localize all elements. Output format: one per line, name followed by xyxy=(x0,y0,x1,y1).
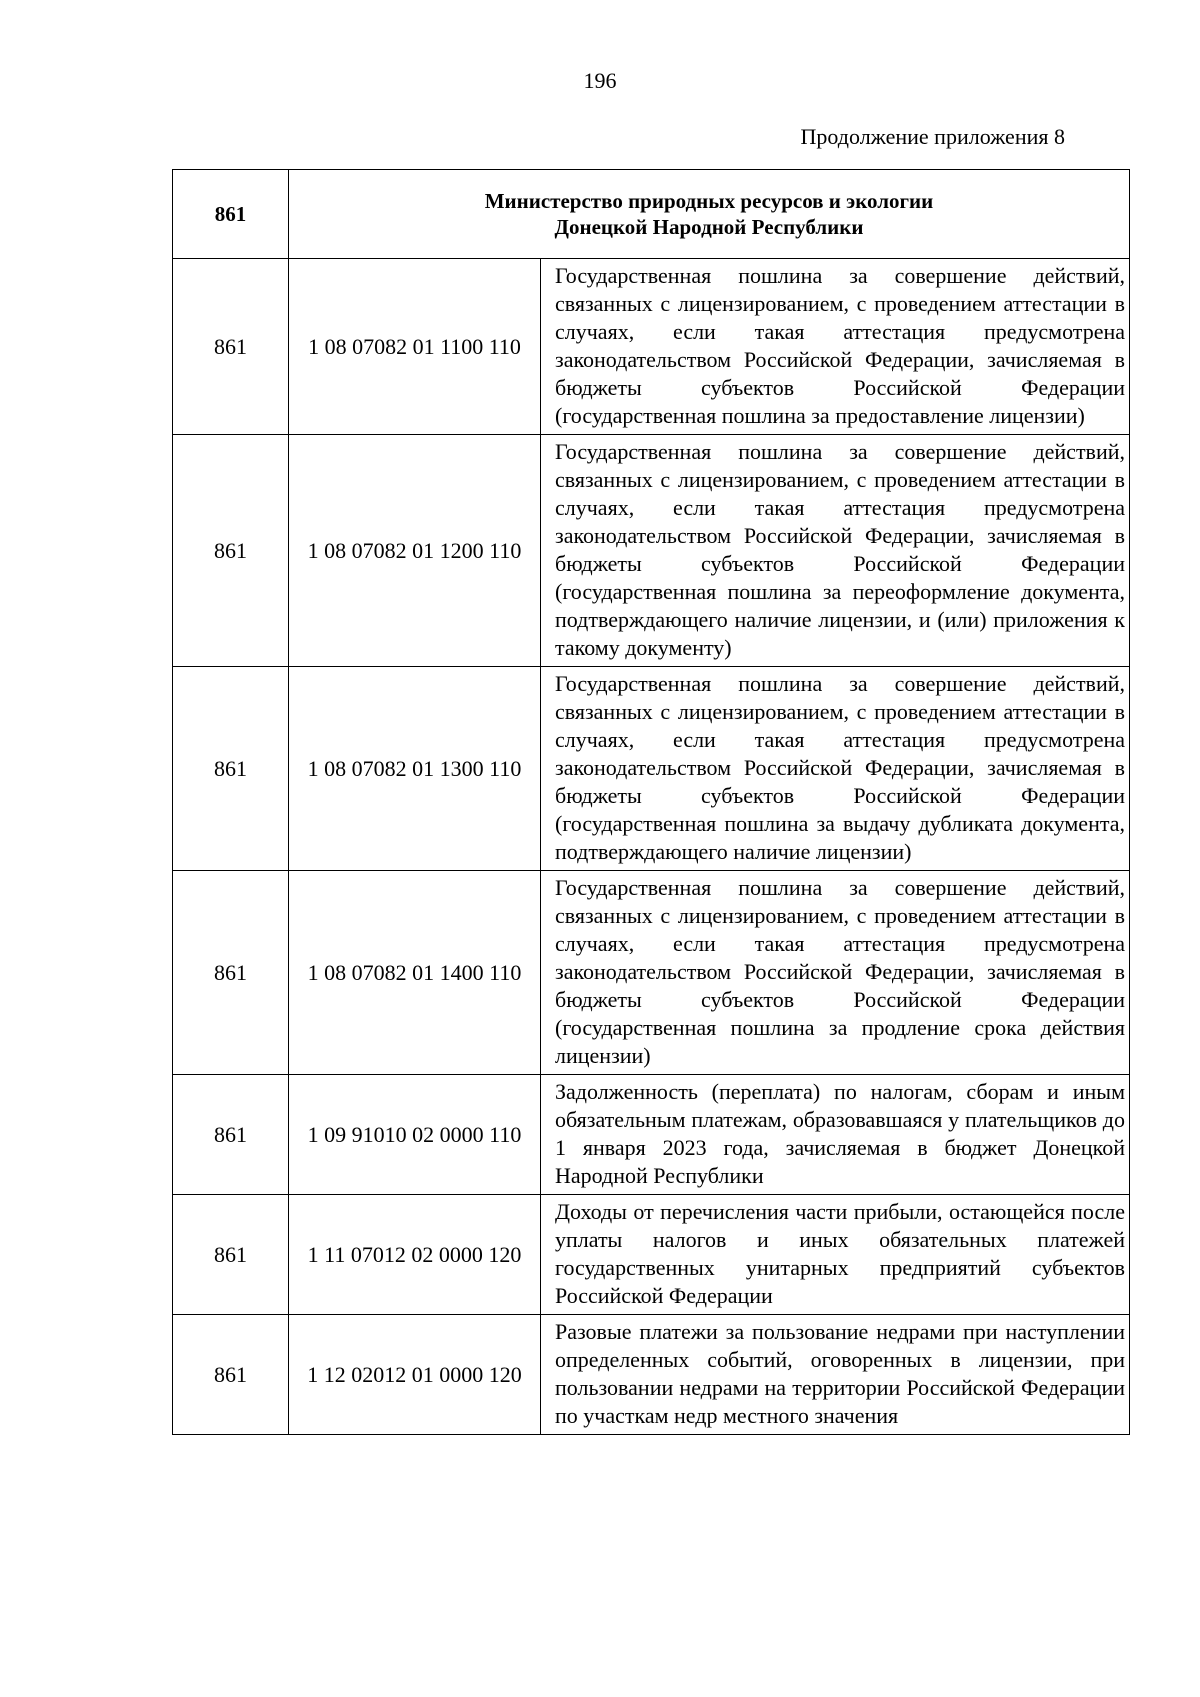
appendix-continuation-note: Продолжение приложения 8 xyxy=(800,124,1065,149)
description-cell: Государственная пошлина за совершение действий, связанных с лицензированием, с проведением аттестации в случаях, если такая аттестация предусмотрена законодательством Российской Федерации, зачисляемая в бюджеты субъектов Российской Федерации (государственная пошлина за выдачу дубликата документа, подтверждающего наличие лицензии) xyxy=(541,667,1130,871)
revenue-code-cell: 1 12 02012 01 0000 120 xyxy=(289,1315,541,1435)
revenue-code-cell: 1 11 07012 02 0000 120 xyxy=(289,1195,541,1315)
admin-code-cell: 861 xyxy=(173,1195,289,1315)
description-cell: Задолженность (переплата) по налогам, сборам и иным обязательным платежам, образовавшаяся у плательщиков до 1 января 2023 года, зачисляемая в бюджет Донецкой Народной Республики xyxy=(541,1075,1130,1195)
admin-code-cell: 861 xyxy=(173,1315,289,1435)
admin-code-cell: 861 xyxy=(173,259,289,435)
table-row xyxy=(173,1315,1130,1435)
header-title-line-1: Министерство природных ресурсов и экологии xyxy=(484,189,934,213)
description-cell: Государственная пошлина за совершение действий, связанных с лицензированием, с проведением аттестации в случаях, если такая аттестация предусмотрена законодательством Российской Федерации, зачисляемая в бюджеты субъектов Российской Федерации (государственная пошлина за продление срока действия лицензии) xyxy=(541,871,1130,1075)
admin-code-cell: 861 xyxy=(173,1075,289,1195)
table-row xyxy=(173,871,1130,1075)
header-ministry-title xyxy=(289,170,1130,259)
description-cell: Доходы от перечисления части прибыли, остающейся после уплаты налогов и иных обязательных платежей государственных унитарных предприятий субъектов Российской Федерации xyxy=(541,1195,1130,1315)
header-admin-code: 861 xyxy=(173,170,289,259)
description-cell: Разовые платежи за пользование недрами при наступлении определенных событий, оговоренных в лицензии, при пользовании недрами на территории Российской Федерации по участкам недр местного значения xyxy=(541,1315,1130,1435)
page-number: 196 xyxy=(583,68,617,93)
admin-code-cell: 861 xyxy=(173,871,289,1075)
revenue-code-cell: 1 08 07082 01 1300 110 xyxy=(289,667,541,871)
admin-code-cell: 861 xyxy=(173,667,289,871)
admin-code-cell: 861 xyxy=(173,435,289,667)
table-row xyxy=(173,259,1130,435)
table-row xyxy=(173,435,1130,667)
table-row xyxy=(173,667,1130,871)
description-cell: Государственная пошлина за совершение действий, связанных с лицензированием, с проведением аттестации в случаях, если такая аттестация предусмотрена законодательством Российской Федерации, зачисляемая в бюджеты субъектов Российской Федерации (государственная пошлина за переоформление документа, подтверждающего наличие лицензии, и (или) приложения к такому документу) xyxy=(541,435,1130,667)
revenue-code-cell: 1 08 07082 01 1400 110 xyxy=(289,871,541,1075)
revenue-code-cell: 1 08 07082 01 1200 110 xyxy=(289,435,541,667)
header-title-line-2: Донецкой Народной Республики xyxy=(554,215,864,239)
revenue-code-cell: 1 09 91010 02 0000 110 xyxy=(289,1075,541,1195)
revenue-code-cell: 1 08 07082 01 1100 110 xyxy=(289,259,541,435)
table-row xyxy=(173,1075,1130,1195)
table-header-row xyxy=(173,170,1130,259)
revenue-codes-table xyxy=(172,169,1130,1435)
table-row xyxy=(173,1195,1130,1315)
description-cell: Государственная пошлина за совершение действий, связанных с лицензированием, с проведением аттестации в случаях, если такая аттестация предусмотрена законодательством Российской Федерации, зачисляемая в бюджеты субъектов Российской Федерации (государственная пошлина за предоставление лицензии) xyxy=(541,259,1130,435)
